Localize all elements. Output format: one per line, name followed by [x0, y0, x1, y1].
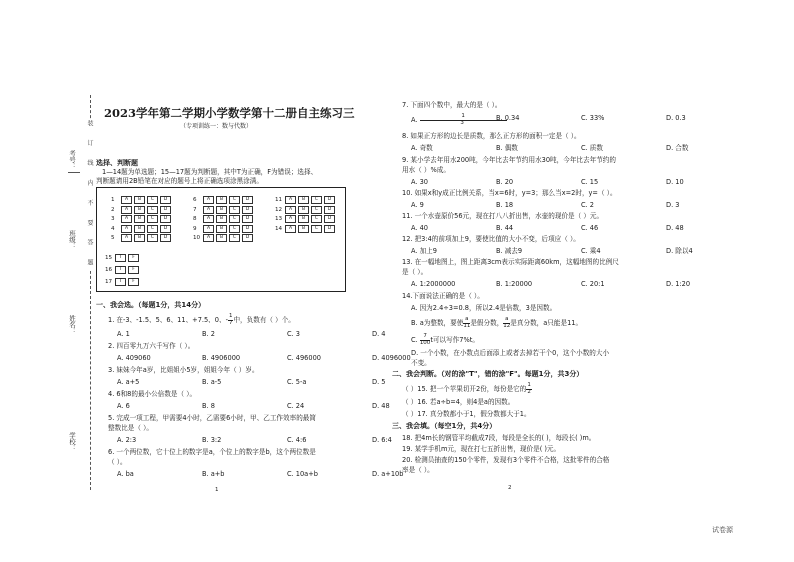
- answer-bubble[interactable]: D: [160, 215, 171, 223]
- fraction-denominator: 100: [419, 339, 431, 346]
- answer-bubble[interactable]: D: [242, 206, 253, 214]
- answer-number: 1: [111, 197, 115, 203]
- option: D. 3: [666, 201, 680, 209]
- answer-bubble[interactable]: C: [147, 234, 158, 242]
- page-number-1: 1: [215, 487, 219, 493]
- answer-bubble[interactable]: A: [121, 215, 132, 223]
- fraction-denominator: 7: [228, 319, 233, 326]
- option: D. a+10b: [372, 470, 404, 478]
- fraction-numerator: 1: [228, 313, 233, 319]
- option: [411, 114, 496, 126]
- answer-bubble[interactable]: A: [285, 215, 296, 223]
- exam-title: 2023学年第二学期小学数学第十二册自主练习三: [104, 106, 355, 120]
- option: C. 496000: [287, 354, 321, 362]
- answer-number: 9: [193, 225, 197, 232]
- option: B. 偶数: [496, 144, 518, 152]
- answer-number: 7: [193, 206, 197, 213]
- fraction-denominator: 12: [503, 322, 511, 329]
- fraction-numerator: 1: [420, 114, 507, 121]
- option: D. 除以4: [666, 247, 693, 255]
- question-1-text: 1. 在-3、-1.5、5、6、11、+7.5、0、-: [108, 316, 228, 324]
- option: D. 合数: [666, 144, 689, 152]
- exam-subtitle: （专项训练一：数与代数）: [180, 123, 253, 130]
- option: D. 6:4: [372, 436, 392, 444]
- answer-number: 8: [193, 216, 197, 222]
- option: B. 44: [496, 224, 514, 232]
- question-3: 3. 妹妹今年a岁，比姐姐小5岁，姐姐今年（ ）岁。: [108, 366, 259, 374]
- answer-bubble[interactable]: A: [285, 206, 296, 214]
- option: B. a-5: [202, 378, 222, 386]
- answer-bubble[interactable]: B: [134, 225, 145, 233]
- binding-line-text: 装 订 线 内 不 要 答 题: [86, 120, 93, 272]
- question-14-option-d: D. 一个小数，在小数点后面添上或者去掉若干个0，这个小数的大小: [411, 349, 610, 357]
- section-choose-judge: 选择、判断题: [96, 159, 138, 167]
- option: B. 减去9: [496, 247, 523, 255]
- question-19: 19. 某学手机m元，现在打七五折出售，现价是( )元。: [402, 445, 561, 453]
- option-text: C.: [411, 336, 418, 344]
- question-11-options: [411, 224, 751, 232]
- answer-row: [111, 196, 172, 204]
- option: A. 6: [117, 402, 130, 410]
- option: C. 2: [581, 201, 594, 209]
- answer-bubble[interactable]: C: [147, 206, 158, 214]
- answer-bubble[interactable]: A: [203, 234, 214, 242]
- answer-bubble[interactable]: A: [121, 225, 132, 233]
- question-5-line-2: 整数比是（ ）。: [108, 424, 153, 432]
- question-13: 13. 在一幅地图上，图上距离3cm表示实际距离60km，这幅地图的比例尺: [402, 258, 619, 266]
- question-14-option-b: [411, 317, 582, 329]
- question-1-options: [117, 330, 457, 338]
- answer-bubble[interactable]: F: [128, 266, 139, 274]
- answer-bubble[interactable]: D: [324, 225, 335, 233]
- answer-bubble[interactable]: C: [311, 206, 322, 214]
- option: A. 1: [117, 330, 130, 338]
- option: B. 8: [202, 402, 215, 410]
- answer-number: 3: [111, 216, 115, 222]
- school-label: 学校：: [68, 432, 76, 452]
- question-9-options: [411, 178, 751, 186]
- student-id-line: [68, 172, 80, 173]
- answer-sheet-box: [96, 187, 346, 292]
- fraction-numerator: a: [505, 316, 509, 322]
- answer-bubble[interactable]: C: [147, 196, 158, 204]
- answer-bubble[interactable]: F: [128, 278, 139, 286]
- question-14-option-d-line-2: 不变。: [411, 359, 431, 367]
- option-text: t可以写作7%t。: [430, 336, 479, 344]
- option: B. 18: [496, 201, 514, 209]
- answer-row: [105, 254, 140, 262]
- answer-row: [275, 196, 336, 204]
- option: B. 20: [496, 178, 514, 186]
- option: B. 1:20000: [496, 280, 533, 288]
- option: B. 3:2: [202, 436, 222, 444]
- answer-bubble[interactable]: C: [229, 206, 240, 214]
- answer-bubble[interactable]: D: [242, 234, 253, 242]
- question-18: 18. 把4m长的钢管平均截成7段，每段是全长的( )，每段长( )m。: [402, 434, 596, 442]
- option: A. 1:2000000: [411, 280, 456, 288]
- question-14-option-a: A. 因为2.4÷3=0.8，所以2.4是倍数，3是因数。: [411, 304, 557, 312]
- option: C. 46: [581, 224, 599, 232]
- class-label: 班级：: [68, 230, 76, 250]
- answer-bubble[interactable]: B: [216, 206, 227, 214]
- answer-bubble[interactable]: C: [311, 225, 322, 233]
- answer-bubble[interactable]: F: [128, 254, 139, 262]
- question-8: 8. 如果正方形的边长是质数，那么正方形的面积一定是（ ）。: [402, 132, 581, 140]
- answer-bubble[interactable]: D: [160, 225, 171, 233]
- question-15-fraction: [526, 383, 532, 395]
- answer-row: [111, 215, 172, 223]
- answer-bubble[interactable]: B: [298, 206, 309, 214]
- option-text: B. a为整数，要使: [411, 319, 464, 327]
- answer-number: 4: [111, 225, 115, 232]
- option: C. 乘4: [581, 247, 601, 255]
- answer-row: [193, 225, 254, 233]
- option: C. 15: [581, 178, 599, 186]
- option: C. 3: [287, 330, 300, 338]
- question-15: [402, 383, 532, 395]
- question-11: 11. 一个水壶原价56元，现在打八八折出售，水壶的现价是（ ）元。: [402, 212, 604, 220]
- name-label: 姓名：: [68, 315, 76, 335]
- question-10-options: [411, 201, 751, 209]
- answer-bubble[interactable]: C: [229, 196, 240, 204]
- option: D. 4096000: [372, 354, 411, 362]
- question-7: 7. 下面四个数中，最大的是（ ）。: [402, 101, 502, 109]
- answer-number: 5: [111, 235, 115, 241]
- fraction-numerator: 1: [527, 382, 531, 388]
- answer-row: [193, 234, 254, 242]
- answer-row: [275, 225, 336, 233]
- question-12-options: [411, 247, 751, 255]
- watermark: 试卷源: [712, 526, 733, 534]
- answer-number: 10: [193, 235, 201, 241]
- answer-bubble[interactable]: D: [324, 206, 335, 214]
- answer-bubble[interactable]: B: [298, 196, 309, 204]
- option: C. 10a+b: [287, 470, 318, 478]
- student-id-label: 考号：: [68, 150, 76, 170]
- fraction-denominator: 3: [460, 119, 464, 126]
- option: A. 奇数: [411, 144, 433, 152]
- answer-bubble[interactable]: A: [203, 215, 214, 223]
- answer-bubble[interactable]: C: [229, 225, 240, 233]
- answer-bubble[interactable]: C: [147, 225, 158, 233]
- option: A. 409060: [117, 354, 151, 362]
- question-20-line-2: 率是（ ）。: [402, 466, 434, 474]
- section-3-heading: 三、我会填。（每空1分，共4分）: [392, 422, 497, 430]
- answer-bubble[interactable]: A: [203, 206, 214, 214]
- answer-number: 11: [275, 197, 283, 203]
- question-14: 14.下面说法正确的是（ ）。: [402, 292, 484, 300]
- answer-number: 13: [275, 216, 283, 222]
- option-fraction: [420, 114, 505, 126]
- answer-bubble[interactable]: A: [121, 196, 132, 204]
- option: A. 40: [411, 224, 428, 232]
- option: D. 5: [372, 378, 386, 386]
- answer-bubble[interactable]: B: [216, 225, 227, 233]
- option: A. ba: [117, 470, 134, 478]
- option: D. 10: [666, 178, 684, 186]
- answer-bubble[interactable]: D: [242, 225, 253, 233]
- option: C. 33%: [581, 114, 605, 122]
- option: A. 9: [411, 201, 424, 209]
- answer-bubble[interactable]: D: [324, 196, 335, 204]
- instruction-line-1: 1—14题为单选题；15—17题为判断题，其中T为正确，F为错误；选择、: [102, 168, 318, 176]
- option: D. 1:20: [666, 280, 691, 288]
- answer-row: [193, 215, 254, 223]
- option: B. 0.34: [496, 114, 520, 122]
- answer-bubble[interactable]: B: [134, 196, 145, 204]
- answer-bubble[interactable]: B: [216, 215, 227, 223]
- answer-number: 12: [275, 206, 283, 213]
- page-number-2: 2: [508, 485, 512, 491]
- answer-bubble[interactable]: D: [160, 234, 171, 242]
- option: D. 4: [372, 330, 386, 338]
- question-14-option-c: [411, 334, 479, 346]
- question-8-options: [411, 144, 751, 152]
- question-9: 9. 某小学去年用水200吨，今年比去年节约用水30吨，今年比去年节约的: [402, 156, 616, 164]
- answer-bubble[interactable]: D: [160, 206, 171, 214]
- option: B. a+b: [202, 470, 225, 478]
- question-9-line-2: 用水（ ）%成。: [402, 166, 450, 174]
- answer-bubble[interactable]: D: [242, 215, 253, 223]
- fraction-denominator: 2: [527, 388, 531, 395]
- option: D. 48: [372, 402, 390, 410]
- question-1: [108, 314, 295, 326]
- answer-bubble[interactable]: C: [311, 215, 322, 223]
- answer-number: 2: [111, 206, 115, 213]
- fraction-denominator: 11: [463, 322, 471, 329]
- answer-row: [275, 206, 336, 214]
- option: A. 加上9: [411, 247, 437, 255]
- answer-bubble[interactable]: T: [115, 254, 126, 262]
- answer-bubble[interactable]: A: [285, 225, 296, 233]
- option: B. 4906000: [202, 354, 241, 362]
- option: A. a+5: [117, 378, 140, 386]
- answer-bubble[interactable]: A: [203, 196, 214, 204]
- section-1-heading: 一、我会选。（每题1分，共14分）: [96, 301, 206, 309]
- answer-bubble[interactable]: C: [147, 215, 158, 223]
- fraction-numerator: 7: [420, 334, 431, 341]
- option: B. 2: [202, 330, 215, 338]
- option: C. 24: [287, 402, 305, 410]
- question-4: 4. 6和8的最小公倍数是（ ）。: [108, 390, 197, 398]
- answer-bubble[interactable]: C: [229, 234, 240, 242]
- answer-number: 14: [275, 225, 283, 232]
- answer-number: 15: [105, 255, 113, 261]
- answer-bubble[interactable]: A: [121, 234, 132, 242]
- option: A. 2:3: [117, 436, 137, 444]
- answer-bubble[interactable]: T: [115, 266, 126, 274]
- answer-bubble[interactable]: T: [115, 278, 126, 286]
- option-fraction: [420, 334, 431, 346]
- question-13-line-2: 是（ ）。: [402, 268, 428, 276]
- answer-bubble[interactable]: B: [298, 225, 309, 233]
- answer-bubble[interactable]: C: [311, 196, 322, 204]
- fraction-numerator: a: [465, 316, 469, 322]
- question-20: 20. 检测员抽查的150个零件，发现有3个零件不合格，这批零件的合格: [402, 456, 610, 464]
- answer-number: 16: [105, 267, 113, 273]
- question-15-text: （ ）15. 把一个苹果切开2份，每份是它的: [402, 385, 527, 393]
- option: C. 4:6: [287, 436, 307, 444]
- answer-bubble[interactable]: D: [242, 196, 253, 204]
- answer-bubble[interactable]: C: [229, 215, 240, 223]
- answer-row: [111, 225, 172, 233]
- answer-bubble[interactable]: B: [216, 234, 227, 242]
- section-2-heading: 二、我会判断。（对的涂"T"，错的涂"F"。每题1分，共3分）: [392, 370, 584, 378]
- answer-bubble[interactable]: B: [216, 196, 227, 204]
- answer-bubble[interactable]: A: [121, 206, 132, 214]
- question-5: 5. 完成一项工程，甲需要4小时，乙需要6小时，甲、乙工作效率的最简: [108, 414, 316, 422]
- question-2: 2. 四百零九万六千写作（ ）。: [108, 342, 195, 350]
- question-1-tail: 中，负数有（ ）个。: [233, 316, 295, 324]
- answer-row: [105, 266, 140, 274]
- answer-number: 17: [105, 279, 113, 285]
- option: C. 5-a: [287, 378, 307, 386]
- answer-bubble[interactable]: D: [324, 215, 335, 223]
- answer-bubble[interactable]: A: [285, 196, 296, 204]
- answer-row: [105, 278, 140, 286]
- question-16: （ ）16. 若a÷b=4，则4是a的因数。: [402, 398, 515, 406]
- answer-row: [111, 234, 172, 242]
- option: A. 30: [411, 178, 428, 186]
- answer-bubble[interactable]: B: [298, 215, 309, 223]
- option-text: 是真分数，a只能是11。: [510, 319, 583, 327]
- option-label: A.: [411, 116, 418, 124]
- answer-bubble[interactable]: A: [203, 225, 214, 233]
- option-text: 是假分数，: [470, 319, 504, 327]
- answer-bubble[interactable]: B: [134, 215, 145, 223]
- instruction-line-2: 判断题请用2B铅笔在对应的题号上将正确选项涂黑涂满。: [96, 177, 263, 185]
- option: D. 48: [666, 224, 684, 232]
- question-12: 12. 把3:4的前项加上9，要使比值的大小不变，后项应（ ）。: [402, 235, 580, 243]
- option: C. 20:1: [581, 280, 605, 288]
- option: D. 0.3: [666, 114, 686, 122]
- question-17: （ ）17. 真分数都小于1，假分数都大于1。: [402, 410, 531, 418]
- question-7-options: [411, 114, 751, 126]
- answer-bubble[interactable]: B: [134, 234, 145, 242]
- answer-bubble[interactable]: B: [134, 206, 145, 214]
- question-6: 6. 一个两位数，它十位上的数字是a，个位上的数字是b，这个两位数是: [108, 448, 316, 456]
- answer-row: [111, 206, 172, 214]
- question-6-line-2: （ ）。: [108, 458, 127, 466]
- answer-row: [193, 206, 254, 214]
- question-2-options: [117, 354, 457, 362]
- question-10: 10. 如果x和y成正比例关系，当x=6时，y=3；那么当x=2时，y=（ ）。: [402, 189, 617, 197]
- option: C. 质数: [581, 144, 603, 152]
- question-13-options: [411, 280, 751, 288]
- answer-bubble[interactable]: D: [160, 196, 171, 204]
- answer-number: 6: [193, 197, 197, 203]
- answer-row: [193, 196, 254, 204]
- answer-row: [275, 215, 336, 223]
